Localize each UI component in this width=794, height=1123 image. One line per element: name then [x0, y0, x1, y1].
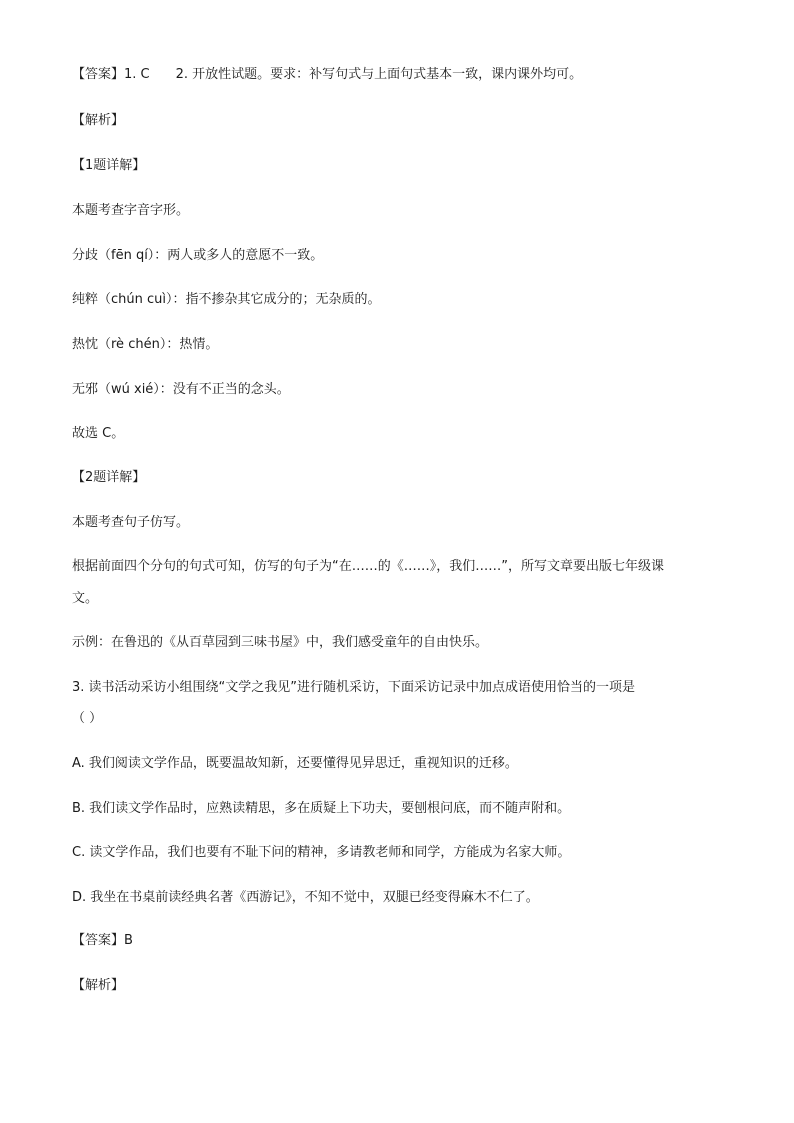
- question3-option-d: D. 我坐在书桌前读经典名著《西游记》，不知不觉中，双腿已经变得麻木不仁了。: [72, 890, 539, 905]
- question3-option-a: A. 我们阅读文学作品，既要温故知新，还要懂得见异思迁，重视知识的迁移。: [72, 756, 518, 771]
- detail2-paragraph-line1: 根据前面四个分句的句式可知，仿写的句子为“在……的《……》，我们……”，所写文章要出版七年级课: [72, 559, 664, 574]
- detail1-conclusion: 故选 C。: [72, 426, 125, 441]
- detail1-item: 热忱（rè chén）：热情。: [72, 337, 219, 352]
- answer3-line: [72, 932, 722, 950]
- detail1-item: 无邪（wú xié）：没有不正当的念头。: [72, 382, 290, 397]
- detail1-tag: 【1题详解】: [72, 158, 146, 173]
- detail2-intro: 本题考查句子仿写。: [72, 515, 190, 530]
- question3-stem-line2: （ ）: [72, 711, 103, 726]
- analysis-tag-2: 【解析】: [72, 978, 125, 993]
- question3-option-b: B. 我们读文学作品时，应熟读精思，多在质疑上下功夫，要刨根问底，而不随声附和。: [72, 801, 571, 816]
- question3-stem-line1: 3. 读书活动采访小组围绕“文学之我见”进行随机采访，下面采访记录中加点成语使用恰当的一项是: [72, 680, 636, 695]
- detail2-tag: 【2题详解】: [72, 470, 146, 485]
- answer-tag: 【答案】: [72, 67, 125, 82]
- question3-option-c: C. 读文学作品，我们也要有不耻下问的精神，多请教老师和同学，方能成为名家大师。: [72, 845, 571, 860]
- analysis-tag: 【解析】: [72, 113, 125, 128]
- detail2-paragraph-line2: 文。: [72, 591, 99, 606]
- detail1-intro: 本题考查字音字形。: [72, 203, 190, 218]
- answer-q2: 2. 开放性试题。要求：补写句式与上面句式基本一致，课内课外均可。: [175, 67, 583, 82]
- answer3-tag: 【答案】: [72, 933, 125, 948]
- answer-q1: 1. C: [124, 67, 150, 82]
- detail1-item: 分歧（fēn qí）：两人或多人的意愿不一致。: [72, 248, 324, 263]
- detail1-item: 纯粹（chún cuì）：指不掺杂其它成分的；无杂质的。: [72, 292, 381, 307]
- answer3-value: B: [124, 933, 133, 948]
- detail2-example: 示例：在鲁迅的《从百草园到三味书屋》中，我们感受童年的自由快乐。: [72, 635, 489, 650]
- answer-line: [72, 66, 722, 84]
